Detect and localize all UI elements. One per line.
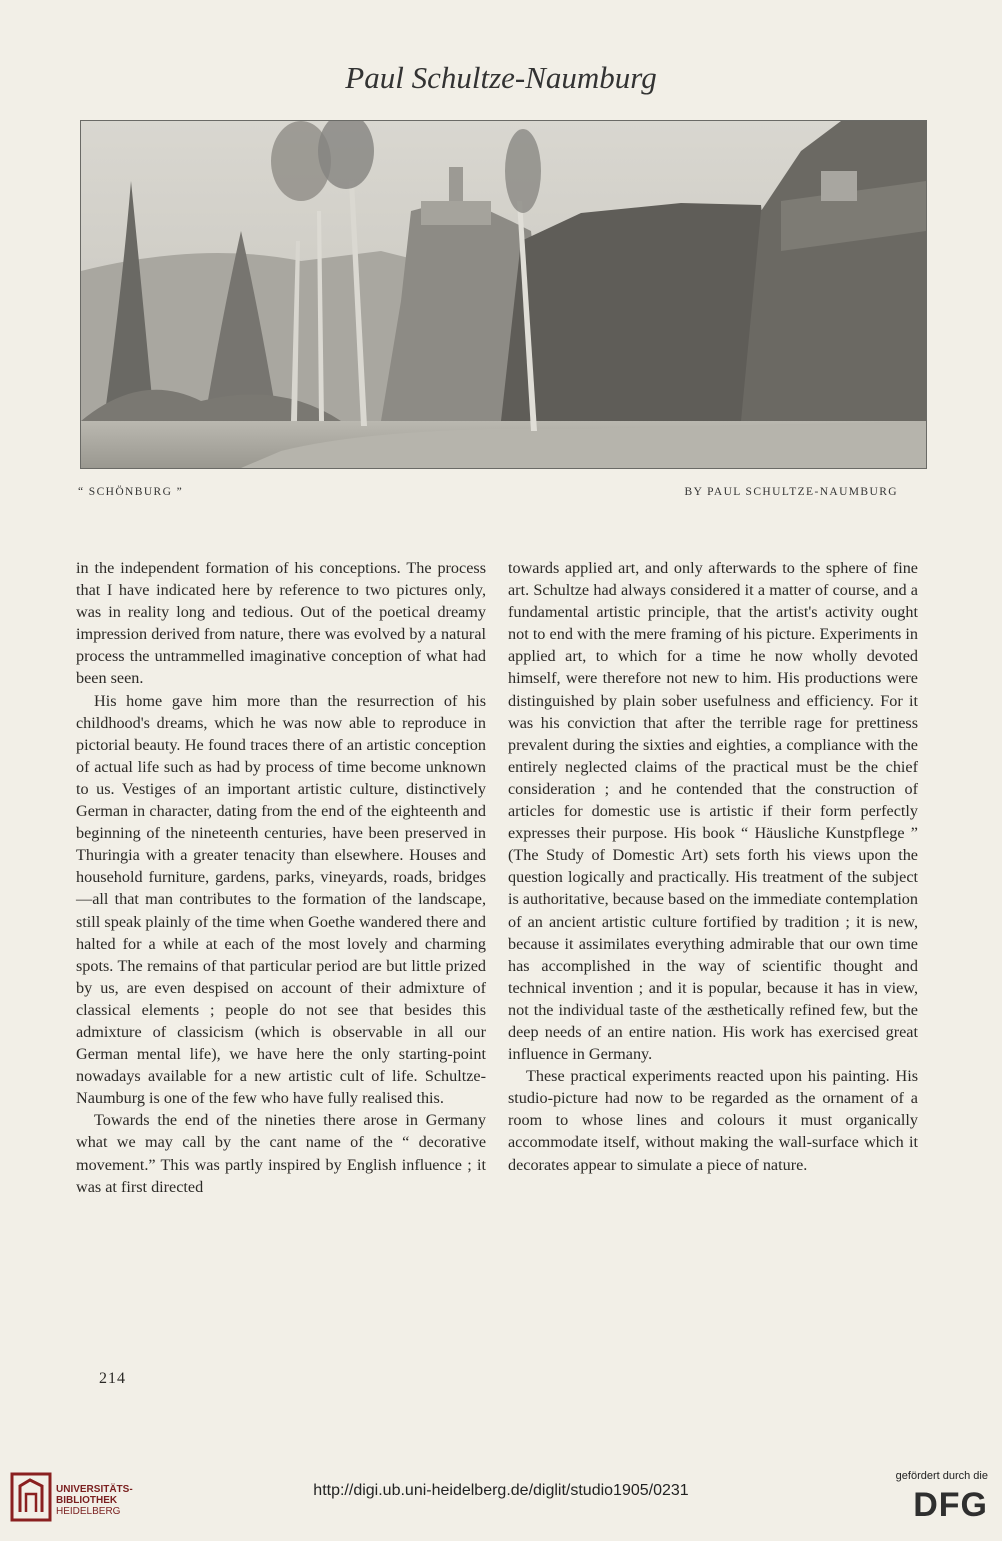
paragraph: in the independent formation of his conceptions. The process that I have indicated here by reference to two pictures only, was in reality long and tedious. Out of the poetical dreamy impression derived from nature, there was evolved by a natural process the untrammelled imaginative conception of what had been seen. bbox=[76, 559, 486, 688]
paragraph: His home gave him more than the resurrection of his childhood's dreams, which he was now able to reproduce in pictorial beauty. He found traces there of an artistic conception of actual life such as had by process of time become unknown to us. Vestiges of an important artistic culture, distinctively German in character, dating from the end of the eighteenth and beginning of the nineteenth centuries, have been preserved in Thuringia with a greater tenacity than elsewhere. Houses and household furniture, gardens, parks, vineyards, roads, bridges—all that man contributes to the formation of the landscape, still speak plainly of the time when Goethe wandered there and halted for a while at each of the most lovely and charming spots. The remains of that particular period are but little prized by us, are even despised on account of their admixture of classical elements ; people do not see that besides this admixture of classicism (which is observable in all our German mental life), we have here the only starting-point nowadays available for a new artistic cult of life. Schultze-Naumburg is one of the few who have fully realised this. bbox=[76, 691, 486, 1108]
plate-caption-credit: BY PAUL SCHULTZE-NAUMBURG bbox=[684, 486, 898, 498]
paragraph: towards applied art, and only afterwards to the sphere of fine art. Schultze had always considered it a matter of course, and a fundamental artistic principle, that the artist's activity ought not to end with the mere framing of his picture. Experiments in applied art, to which for a time he now wholly devoted himself, were therefore not new to him. His productions were distinguished by plain sober usefulness and efficiency. For it was his conviction that after the terrible rage for prettiness prevalent during the sixties and eighties, a compliance with the entirely neglected claims of the practical must be the chief consideration ; and he contended that the construction of articles for domestic use is artistic if their form perfectly expresses their purpose. His book “ Häusliche Kunstpflege ” (The Study of Domestic Art) sets forth his views upon the question logically and practically. His treatment of the subject is authoritative, because based on the immediate contemplation of an ancient artistic culture fortified by tradition ; it is new, because it assimilates everything admirable that our own time has accomplished in the way of scientific thought and technical invention ; and it is popular, because it has in view, not the individual taste of the æsthetically refined few, but the deep needs of an entire nation. His work has exercised great influence in Germany. bbox=[508, 559, 918, 1064]
paragraph: Towards the end of the nineties there arose in Germany what we may call by the cant name of the “ decorative movement.” This was partly inspired by English influence ; it was at first directed bbox=[76, 1111, 486, 1196]
dfg-logo[interactable]: DFG bbox=[913, 1486, 988, 1524]
landscape-painting-image bbox=[81, 121, 926, 468]
source-url-link[interactable]: http://digi.ub.uni-heidelberg.de/diglit/studio1905/0231 bbox=[313, 1482, 689, 1499]
plate-caption-title: “ SCHÖNBURG ” bbox=[78, 486, 184, 498]
running-header: Paul Schultze-Naumburg bbox=[345, 60, 657, 95]
right-text-column bbox=[508, 557, 918, 1176]
funding-label: gefördert durch die bbox=[895, 1470, 988, 1482]
paragraph: These practical experiments reacted upon his painting. His studio-picture had now to be regarded as the ornament of a room to whose lines and colours it must organically accommodate itself, without making the wall-surface which it decorates appear to simulate a piece of nature. bbox=[508, 1067, 918, 1174]
left-text-column bbox=[76, 557, 486, 1198]
digitization-footer bbox=[0, 1462, 1002, 1541]
library-name: UNIVERSITÄTS- BIBLIOTHEK HEIDELBERG bbox=[56, 1484, 133, 1517]
painting-plate bbox=[80, 120, 927, 469]
page-number: 214 bbox=[99, 1370, 126, 1387]
